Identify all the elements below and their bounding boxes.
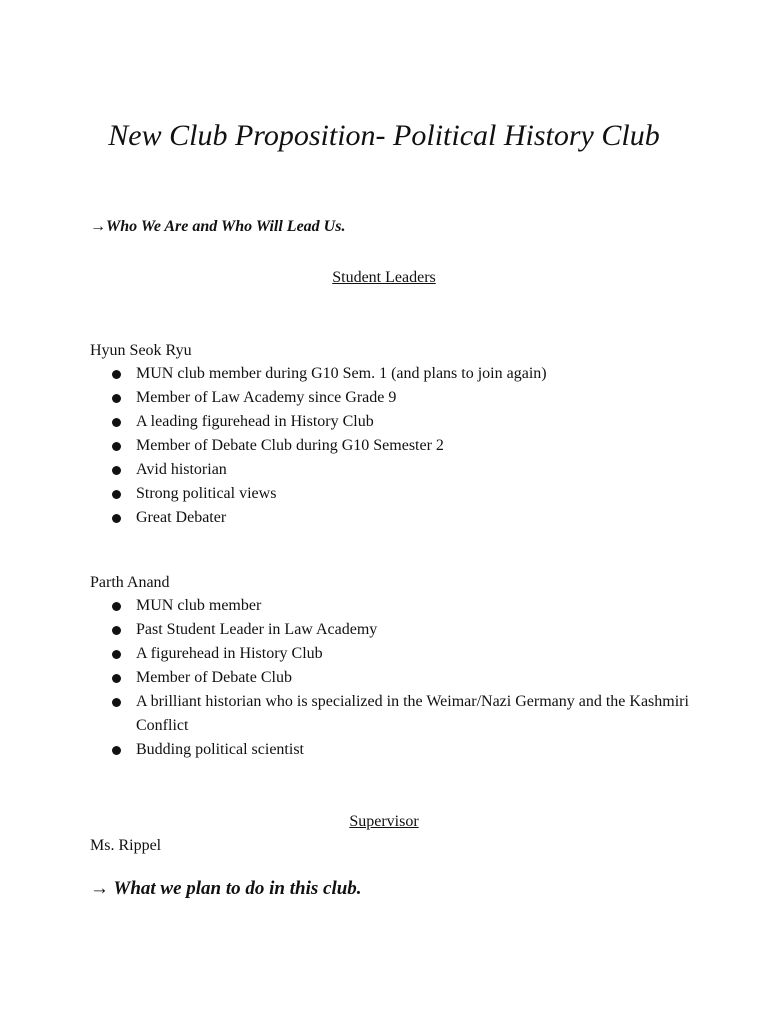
list-item-text: Budding political scientist — [136, 741, 304, 758]
list-item-text: Member of Debate Club — [136, 669, 292, 686]
list-item-text: Member of Debate Club during G10 Semester 2 — [136, 437, 444, 454]
list-item — [112, 642, 692, 666]
list-item-text: Strong political views — [136, 485, 277, 502]
bullet-icon — [112, 370, 121, 379]
list-item-text: Member of Law Academy since Grade 9 — [136, 389, 397, 406]
document-title: New Club Proposition- Political History Club — [108, 119, 660, 152]
list-item — [112, 410, 692, 434]
list-item-text: MUN club member — [136, 597, 262, 614]
list-item — [112, 618, 692, 642]
arrow-icon: → — [90, 218, 106, 235]
list-item — [112, 458, 692, 482]
list-item — [112, 506, 692, 530]
leader-qualifications-list — [112, 594, 692, 762]
bullet-icon — [112, 626, 121, 635]
list-item — [112, 666, 692, 690]
list-item-text: Great Debater — [136, 509, 227, 526]
list-item-text: A brilliant historian who is specialized in the Weimar/Nazi Germany and the Kashmiri Conflict — [136, 693, 689, 734]
section-heading-text: What we plan to do in this club. — [113, 878, 362, 899]
bullet-icon — [112, 650, 121, 659]
bullet-icon — [112, 514, 121, 523]
list-item-text: MUN club member during G10 Sem. 1 (and plans to join again) — [136, 365, 547, 382]
list-item — [112, 482, 692, 506]
list-item — [112, 362, 692, 386]
bullet-icon — [112, 698, 121, 707]
section-heading-text: Who We Are and Who Will Lead Us. — [106, 218, 346, 235]
bullet-icon — [112, 394, 121, 403]
supervisor-name: Ms. Rippel — [90, 837, 162, 854]
leader-name: Hyun Seok Ryu — [90, 342, 192, 359]
list-item-text: Past Student Leader in Law Academy — [136, 621, 378, 638]
leader-qualifications-list — [112, 362, 692, 530]
leader-name: Parth Anand — [90, 574, 170, 591]
bullet-icon — [112, 418, 121, 427]
list-item — [112, 594, 692, 618]
arrow-icon: → — [90, 878, 109, 899]
section-heading-plan — [90, 876, 362, 902]
list-item — [112, 434, 692, 458]
bullet-icon — [112, 602, 121, 611]
supervisor-heading: Supervisor — [349, 813, 419, 830]
bullet-icon — [112, 466, 121, 475]
list-item — [112, 738, 692, 762]
bullet-icon — [112, 442, 121, 451]
bullet-icon — [112, 746, 121, 755]
section-heading-who-we-are — [90, 216, 345, 238]
list-item-text: A leading figurehead in History Club — [136, 413, 374, 430]
list-item-text: Avid historian — [136, 461, 227, 478]
bullet-icon — [112, 674, 121, 683]
bullet-icon — [112, 490, 121, 499]
list-item — [112, 690, 692, 738]
student-leaders-heading: Student Leaders — [332, 269, 436, 286]
list-item — [112, 386, 692, 410]
list-item-text: A figurehead in History Club — [136, 645, 323, 662]
